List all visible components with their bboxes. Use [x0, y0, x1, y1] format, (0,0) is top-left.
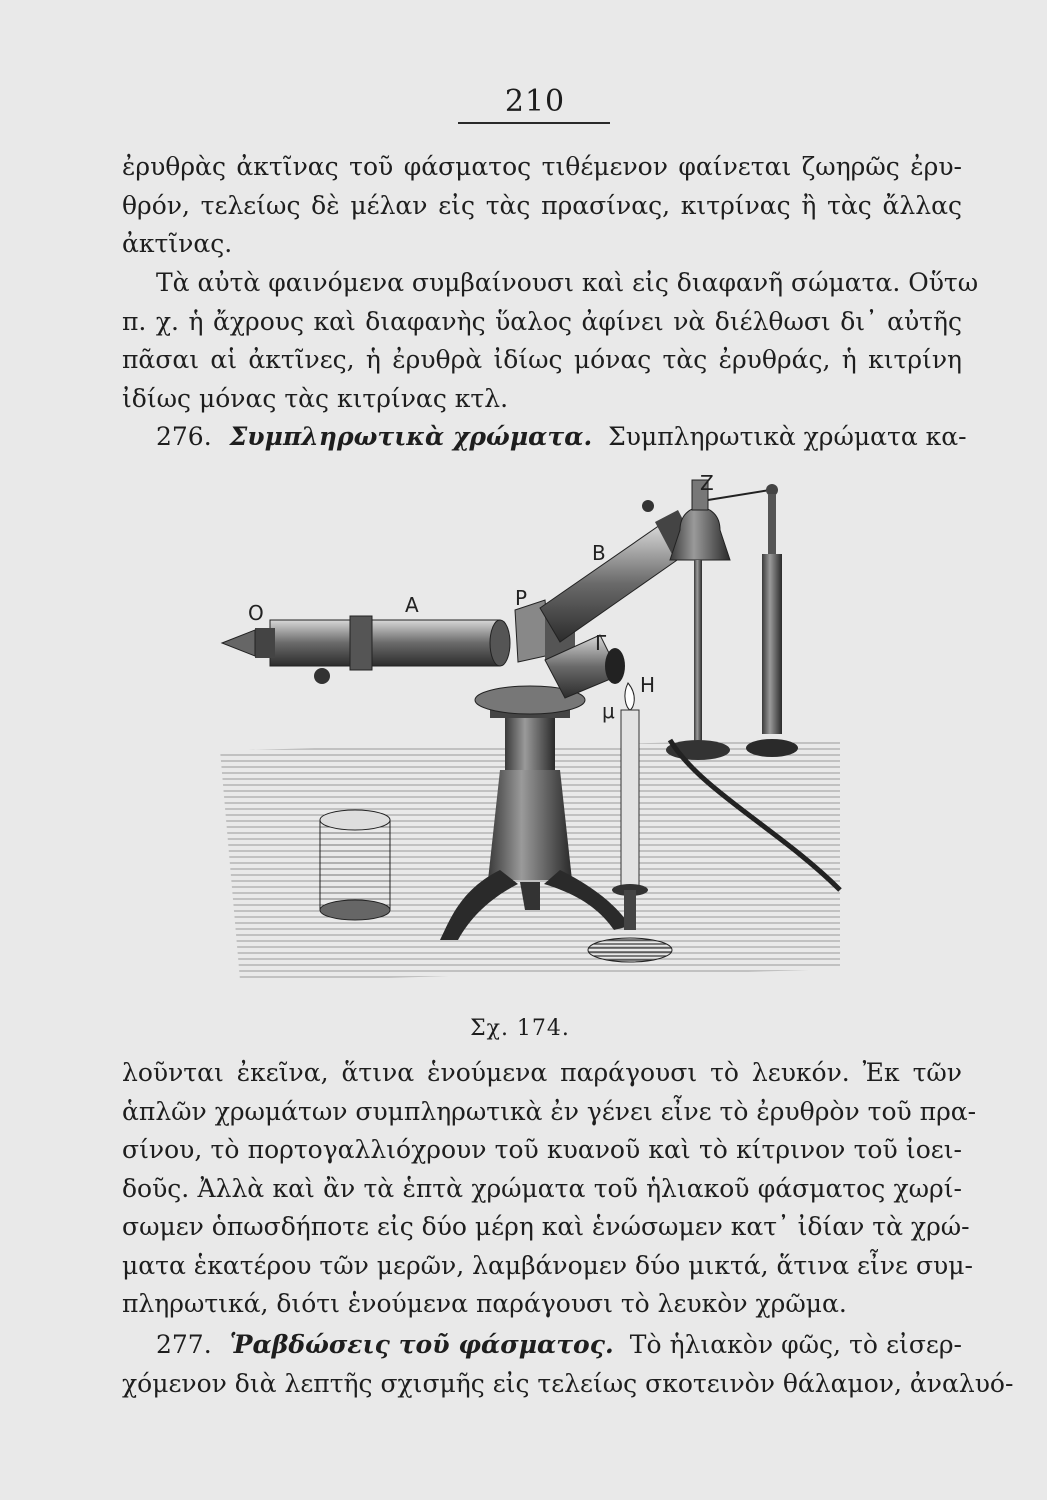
- text-line: χόμενον διὰ λεπτῆς σχισμῆς εἰς τελείως σκοτεινὸν θάλαμον, ἀναλυό-: [122, 1368, 1014, 1398]
- tall-stand: [746, 484, 798, 757]
- section-text: Τὸ ἡλιακὸν φῶς, τὸ εἰσερ-: [629, 1330, 963, 1359]
- cylinder-box: [320, 810, 390, 920]
- section-title: Συμπληρωτικὰ χρώματα.: [229, 422, 593, 451]
- text-line: δοῦς. Ἀλλὰ καὶ ἂν τὰ ἑπτὰ χρώματα τοῦ ἡλιακοῦ φάσματος χωρί-: [122, 1173, 962, 1203]
- tube-b: [540, 500, 696, 642]
- paragraph-after-figure: [122, 1054, 977, 1324]
- label-p: P: [515, 586, 528, 610]
- section-heading-line: [122, 1326, 962, 1365]
- section-text: Συμπληρωτικὰ χρώματα κα-: [608, 422, 967, 451]
- text-line: ἁπλῶν χρωμάτων συμπληρωτικὰ ἐν γένει εἶνε τὸ ἐρυθρὸν τοῦ πρα-: [122, 1096, 977, 1126]
- section-number: 276.: [156, 422, 212, 451]
- section-number: 277.: [156, 1330, 212, 1359]
- text-line: πᾶσαι αἱ ἀκτῖνες, ἡ ἐρυθρὰ ἰδίως μόνας τὰς ἐρυθράς, ἡ κιτρίνη: [122, 345, 962, 374]
- tube-a: [222, 616, 510, 684]
- figure-spectroscope: [200, 470, 860, 990]
- text-line: ἐρυθρὰς ἀκτῖνας τοῦ φάσματος τιθέμενον φαίνεται ζωηρῶς ἐρυ-: [122, 152, 962, 181]
- figure-caption: Σχ. 174.: [470, 1016, 570, 1041]
- text-line: ἀκτῖνας.: [122, 229, 233, 258]
- lamp-stand: [666, 480, 770, 760]
- text-line: σίνου, τὸ πορτογαλλιόχρουν τοῦ κυανοῦ καὶ τὸ κίτρινον τοῦ ἰοει-: [122, 1135, 962, 1164]
- text-line: Τὰ αὐτὰ φαινόμενα συμβαίνουσι καὶ εἰς διαφανῆ σώματα. Οὕτω: [156, 268, 979, 297]
- label-h: H: [640, 673, 656, 697]
- page-number: 210: [504, 84, 566, 119]
- label-a: A: [405, 593, 419, 617]
- text-line: ἰδίως μόνας τὰς κιτρίνας κτλ.: [122, 383, 509, 413]
- text-line: θρόν, τελείως δὲ μέλαν εἰς τὰς πρασίνας, κιτρίνας ἢ τὰς ἄλλας: [122, 190, 962, 220]
- label-mu: μ: [602, 699, 615, 723]
- label-o: O: [248, 601, 264, 625]
- text-line: π. χ. ἡ ἄχρους καὶ διαφανὴς ὕαλος ἀφίνει νὰ διέλθωσι δι᾽ αὐτῆς: [122, 306, 962, 336]
- section-title: Ῥαβδώσεις τοῦ φάσματος.: [229, 1330, 614, 1359]
- text-line: λοῦνται ἐκεῖνα, ἅτινα ἑνούμενα παράγουσι τὸ λευκόν. Ἐκ τῶν: [122, 1058, 962, 1087]
- text-line: ματα ἑκατέρου τῶν μερῶν, λαμβάνομεν δύο μικτά, ἅτινα εἶνε συμ-: [122, 1250, 973, 1280]
- section-277: [122, 1326, 1014, 1403]
- spectroscope-illustration: [200, 470, 860, 990]
- page-number-rule: [458, 122, 610, 124]
- paragraph-top: [122, 148, 962, 264]
- text-line: πληρωτικά, διότι ἑνούμενα παράγουσι τὸ λευκὸν χρῶμα.: [122, 1289, 847, 1318]
- section-276: [122, 418, 967, 457]
- label-b: B: [592, 541, 606, 565]
- label-z: Z: [700, 471, 714, 495]
- section-heading-line: [122, 418, 967, 457]
- label-g: Γ: [595, 631, 607, 655]
- paragraph-second: [122, 264, 979, 418]
- text-line: σωμεν ὁπωσδήποτε εἰς δύο μέρη καὶ ἑνώσωμεν κατ᾽ ἰδίαν τὰ χρώ-: [122, 1212, 970, 1241]
